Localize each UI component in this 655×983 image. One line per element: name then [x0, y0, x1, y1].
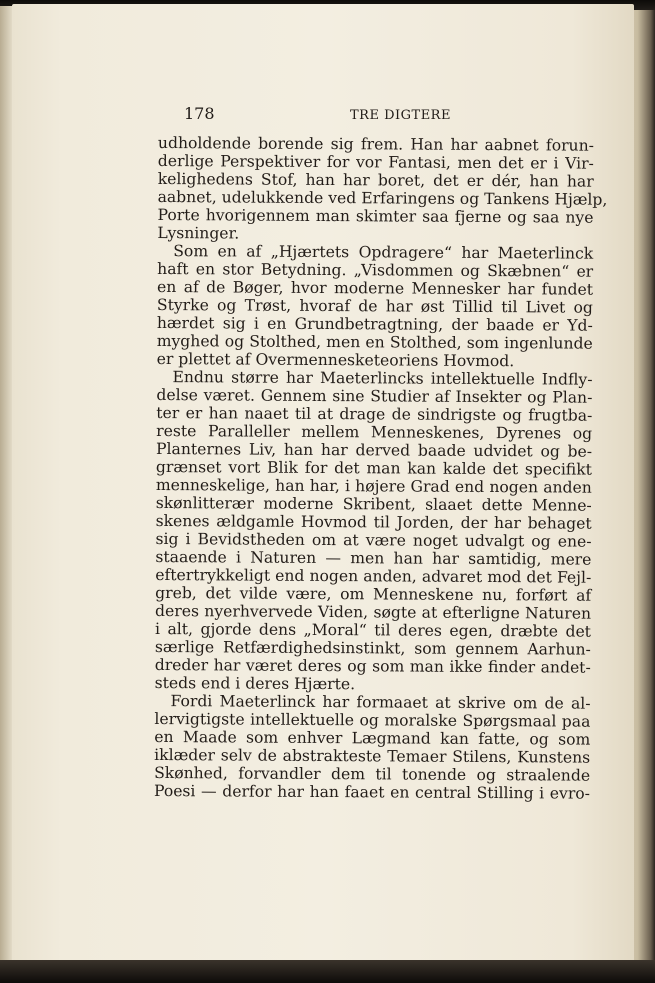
- scan-border-bottom: [0, 960, 655, 983]
- page-number: 178: [184, 104, 215, 123]
- text-line: dreder har været deres og som man ikke finder andet-: [154, 655, 591, 677]
- text-line: Skønhed, forvandler dem til tonende og straalende: [154, 763, 591, 785]
- text-line: staaende i Naturen — men han har samtidig, mere: [155, 547, 592, 569]
- text-line: Endnu større har Maeterlincks intellektuelle Indfly-: [172, 368, 593, 389]
- text-line: steds end i deres Hjærte.: [154, 673, 356, 694]
- text-line: Styrke og Trøst, hvoraf de har øst Tillid til Livet og: [156, 295, 594, 317]
- text-line: grænset vort Blik for det man kan kalde det specifikt: [155, 457, 593, 479]
- running-title: TRE DIGTERE: [350, 108, 451, 123]
- text-line: eftertrykkeligt end nogen anden, advaret mod det Fejl-: [155, 565, 592, 587]
- body-text: [153, 134, 608, 803]
- text-line: Lysninger.: [157, 223, 240, 243]
- text-line: reste Paralleller mellem Menneskenes, Dyrenes og: [156, 421, 593, 443]
- text-line: Planternes Liv, han har derved baade udvidet og be-: [156, 439, 593, 461]
- text-line: lervigtigste intellektuelle og moralske Spørgsmaal paa: [154, 709, 591, 731]
- text-line: er plettet af Overmennesketeoriens Hovmod.: [156, 349, 515, 371]
- text-line: udholdende borende sig frem. Han har aabnet forun-: [157, 134, 594, 155]
- text-line: iklæder selv de abstrakteste Temaer Stilens, Kunstens: [154, 745, 591, 767]
- text-line: kelighedens Stof, han har boret, det er dér, han har: [157, 169, 594, 191]
- text-line: Fordi Maeterlinck har formaaet at skrive om de al-: [170, 692, 591, 713]
- text-line: skønlitterær moderne Skribent, slaaet dette Menne-: [155, 493, 592, 515]
- text-line: myghed og Stolthed, men en Stolthed, som ingenlunde: [156, 331, 593, 353]
- text-line: greb, det vilde være, om Menneskene nu, forført af: [155, 583, 592, 605]
- text-line: ter er han naaet til at drage de sindrigste og frugtba-: [156, 403, 593, 425]
- text-line: delse været. Gennem sine Studier af Insekter og Plan-: [156, 385, 593, 407]
- text-line: menneskelige, han har, i højere Grad end nogen anden: [155, 475, 592, 497]
- text-line: Porte hvorigennem man skimter saa fjerne og saa nye: [157, 205, 594, 227]
- text-line: særlige Retfærdighedsinstinkt, som gennem Aarhun-: [154, 637, 591, 659]
- page-header: [184, 104, 604, 130]
- text-line: Poesi — derfor har han faaet en central Stilling i evro-: [153, 781, 591, 803]
- text-line: i alt, gjorde dens „Moral“ til deres egen, dræbte det: [154, 619, 592, 641]
- text-line: deres nyerhvervede Viden, søgte at efterligne Naturen: [155, 601, 592, 623]
- text-line: en Maade som enhver Lægmand kan fatte, og som: [154, 727, 591, 749]
- text-line: aabnet, udelukkende ved Erfaringens og Tankens Hjælp,: [157, 187, 608, 209]
- text-line: en af de Bøger, hvor moderne Mennesker har fundet: [157, 277, 594, 299]
- text-line: derlige Perspektiver for vor Fantasi, men det er i Vir-: [157, 151, 594, 173]
- text-line: sig i Bevidstheden om at være noget udvalgt og ene-: [155, 529, 592, 551]
- text-line: hærdet sig i en Grundbetragtning, der baade er Yd-: [156, 313, 593, 335]
- text-line: Som en af „Hjærtets Opdragere“ har Maeterlinck: [173, 242, 594, 263]
- text-line: haft en stor Betydning. „Visdommen og Skæbnen“ er: [157, 259, 594, 281]
- text-line: skenes ældgamle Hovmod til Jorden, der har behaget: [155, 511, 592, 533]
